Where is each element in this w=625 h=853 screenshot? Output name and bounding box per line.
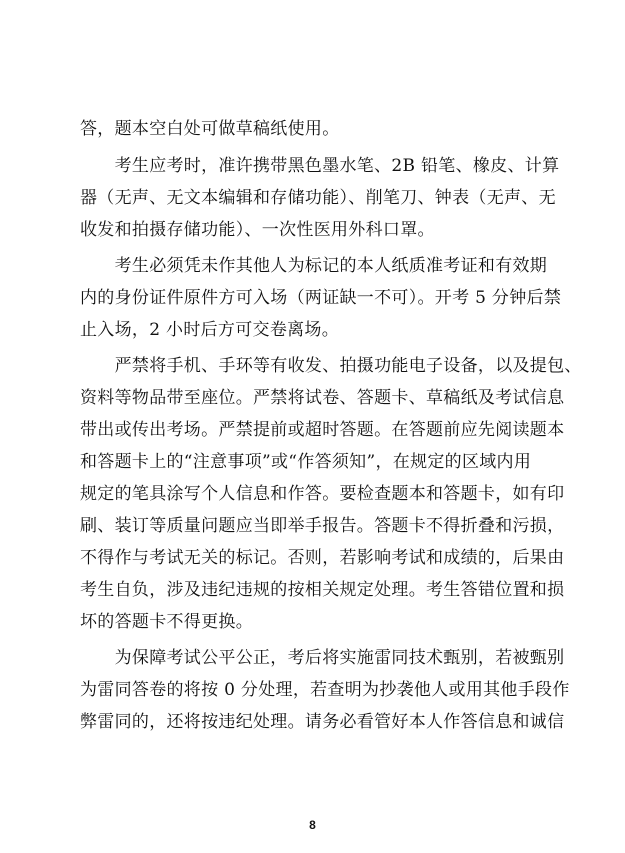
text-line: 考生必须凭未作其他人为标记的本人纸质准考证和有效期 — [80, 256, 548, 276]
page-number: 8 — [309, 818, 316, 832]
text-line: 收发和拍摄存储功能）、一次性医用外科口罩。 — [80, 220, 435, 240]
text-line: 刷、装订等质量问题应当即举手报告。答题卡不得折叠和污损， — [80, 516, 565, 536]
text-line: 考生自负，涉及违纪违规的按相关规定处理。考生答错位置和损 — [80, 580, 565, 600]
text-line: 规定的笔具涂写个人信息和作答。要检查题本和答题卡，如有印 — [80, 484, 565, 504]
text-line: 不得作与考试无关的标记。否则，若影响考试和成绩的，后果由 — [80, 548, 565, 568]
text-line: 坏的答题卡不得更换。 — [80, 612, 253, 632]
text-line: 内的身份证件原件方可入场（两证缺一不可）。开考 5 分钟后禁 — [80, 288, 562, 308]
text-line: 为保障考试公平公正，考后将实施雷同技术甄别，若被甄别 — [80, 648, 565, 668]
text-line: 资料等物品带至座位。严禁将试卷、答题卡、草稿纸及考试信息 — [80, 388, 565, 408]
text-line: 弊雷同的，还将按违纪处理。请务必看管好本人作答信息和诚信 — [80, 712, 565, 732]
text-line: 严禁将手机、手环等有收发、拍摄功能电子设备，以及提包、 — [80, 356, 582, 376]
text-line: 考生应考时，准许携带黑色墨水笔、2B 铅笔、橡皮、计算 — [80, 156, 560, 176]
text-line: 器（无声、无文本编辑和存储功能）、削笔刀、钟表（无声、无 — [80, 188, 556, 208]
text-line: 和答题卡上的“注意事项”或“作答须知”，在规定的区域内用 — [80, 452, 532, 472]
text-line: 答，题本空白处可做草稿纸使用。 — [80, 119, 340, 139]
text-line: 带出或传出考场。严禁提前或超时答题。在答题前应先阅读题本 — [80, 420, 565, 440]
text-line: 止入场，2 小时后方可交卷离场。 — [80, 320, 340, 340]
text-line: 为雷同答卷的将按 0 分处理，若查明为抄袭他人或用其他手段作 — [80, 680, 570, 700]
